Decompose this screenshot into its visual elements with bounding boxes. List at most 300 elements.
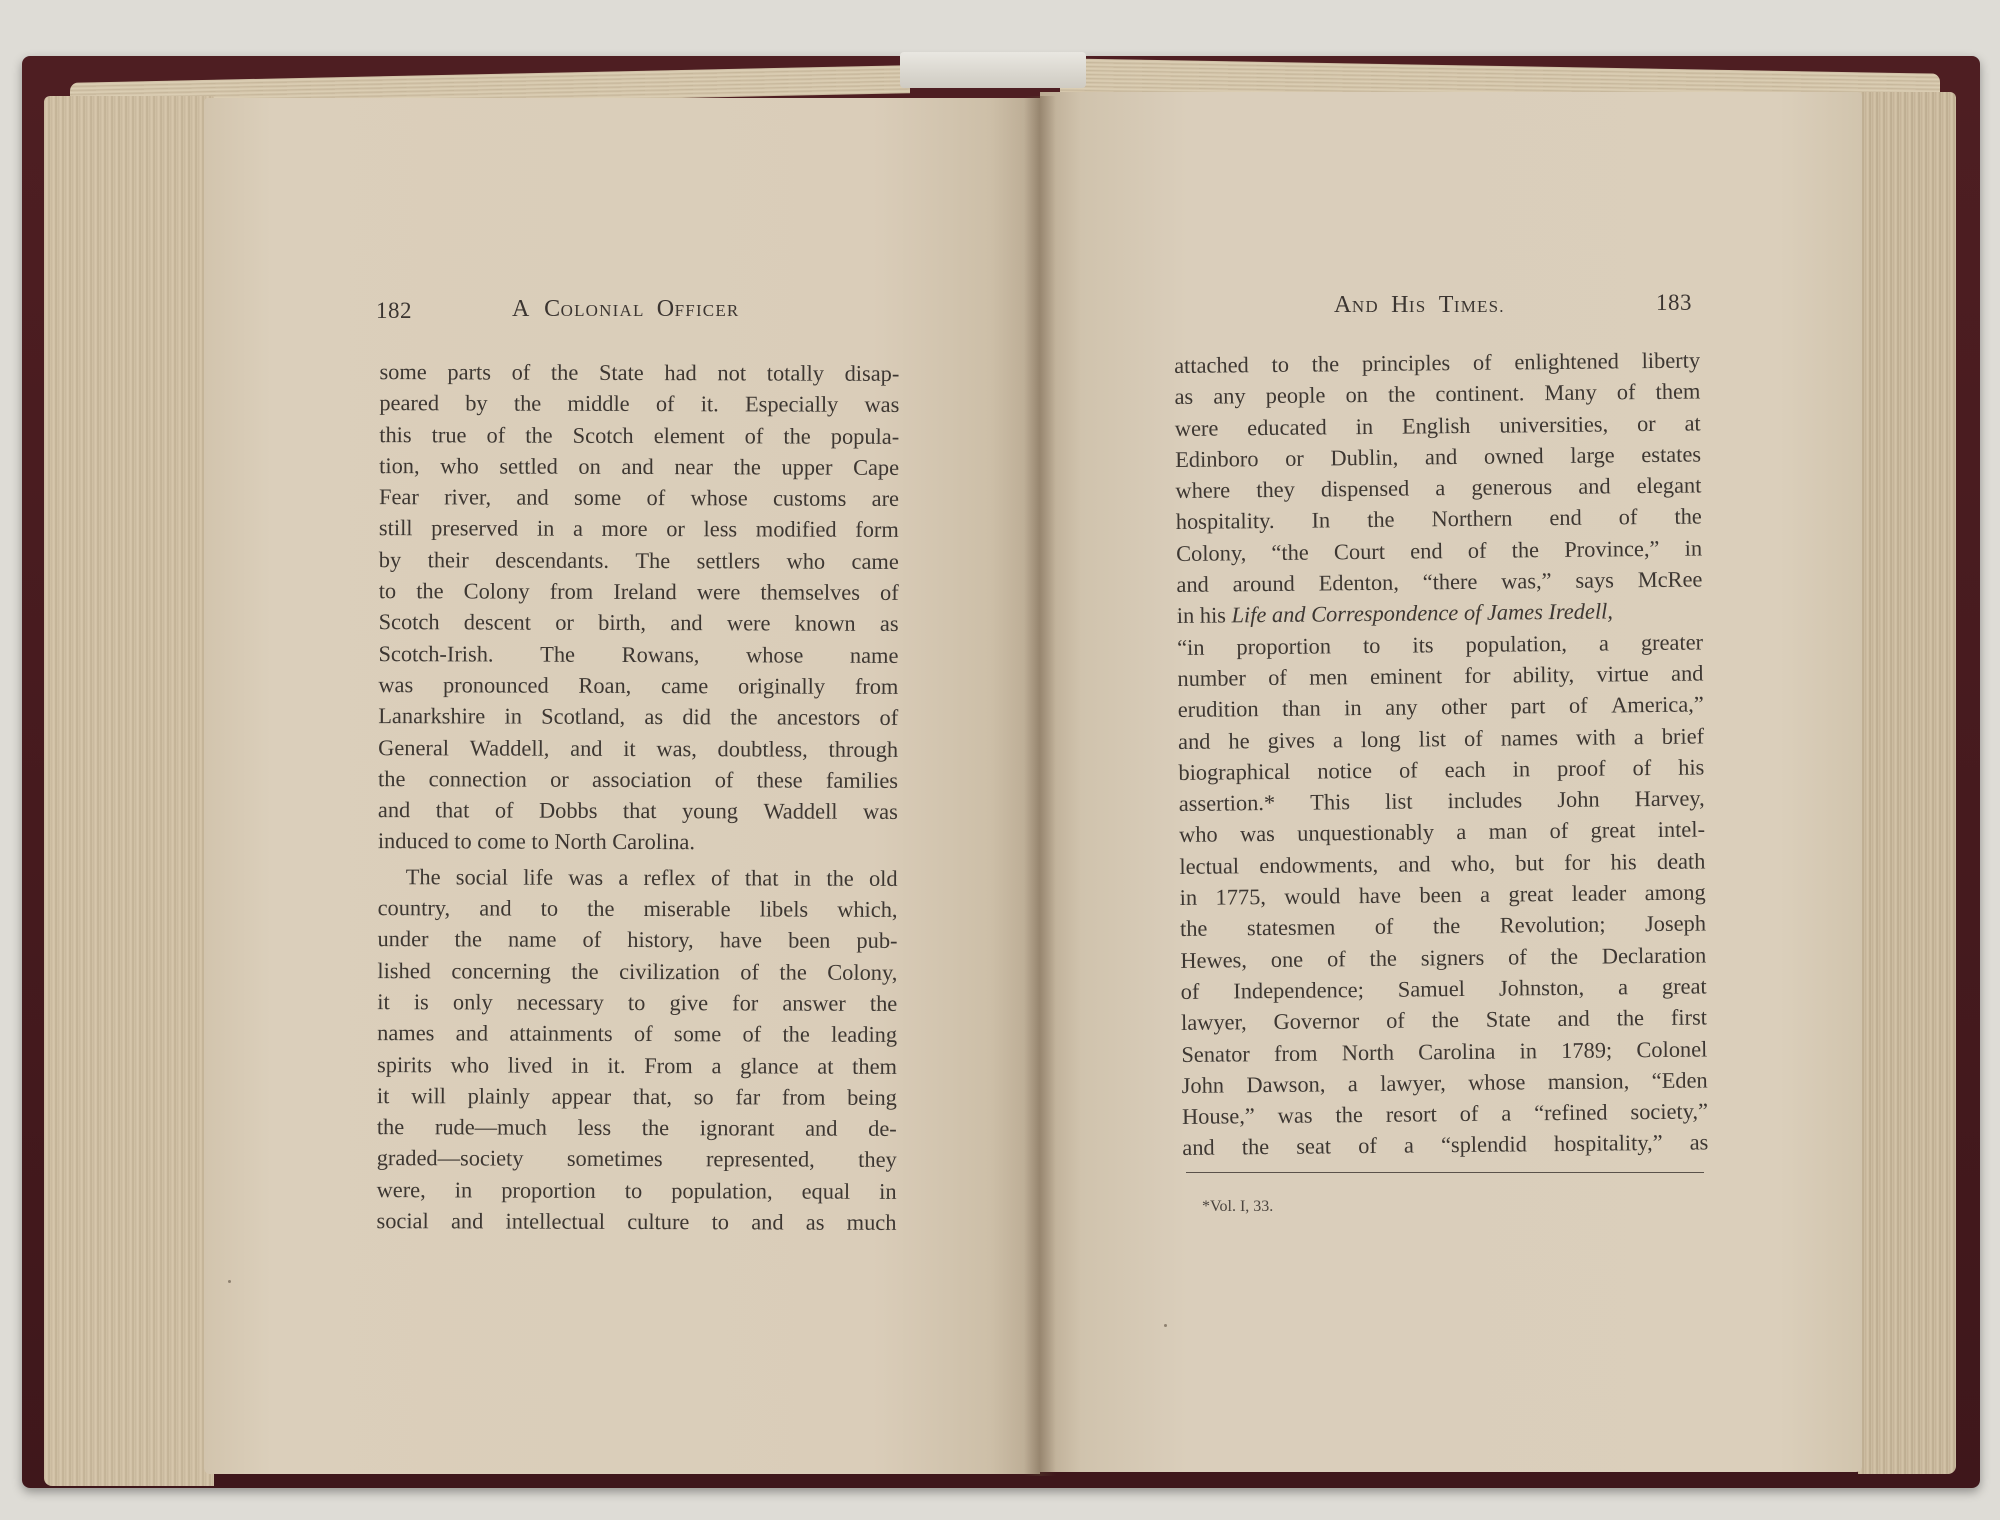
- word: Fear: [379, 484, 419, 510]
- word: any: [1213, 383, 1246, 409]
- word: the: [641, 1115, 670, 1141]
- word: General: [378, 734, 450, 760]
- text-line: [378, 763, 898, 796]
- word: glance: [740, 1052, 799, 1079]
- word: the: [1674, 503, 1702, 530]
- word: Carolina: [1418, 1038, 1496, 1065]
- paper-speck: [1164, 1324, 1167, 1327]
- text-line: [377, 986, 897, 1019]
- word: in: [1684, 535, 1703, 561]
- word: on: [1345, 382, 1369, 408]
- word: with: [1575, 723, 1616, 750]
- word: history,: [627, 927, 694, 953]
- running-head-letter: T: [1438, 292, 1454, 318]
- word: Waddell: [763, 798, 838, 824]
- word: of: [1386, 1007, 1405, 1034]
- word: for: [732, 990, 759, 1016]
- word: list: [1384, 788, 1413, 814]
- word: modified: [755, 516, 837, 543]
- right-running-head: [1334, 292, 1505, 319]
- word: the: [730, 704, 758, 730]
- word: it.: [700, 391, 719, 417]
- word: from: [854, 673, 899, 699]
- word: a: [1332, 726, 1343, 752]
- word: hospitality,”: [1553, 1130, 1663, 1157]
- word: give: [669, 990, 709, 1016]
- word: for: [1564, 849, 1591, 875]
- word: of: [646, 485, 666, 511]
- word: doubtless,: [717, 735, 808, 762]
- word: a: [1617, 974, 1629, 1000]
- word: a: [1347, 1070, 1358, 1097]
- italic-book-title: Life and Correspondence of James Iredell,: [1231, 598, 1614, 628]
- text-line: [378, 638, 898, 671]
- word: and: [1177, 728, 1211, 754]
- word: lived: [507, 1052, 553, 1078]
- word: Scotland,: [541, 703, 626, 730]
- text-line: [378, 732, 898, 765]
- word: from: [781, 1084, 826, 1110]
- word: Hewes,: [1180, 946, 1248, 973]
- word: these: [756, 767, 803, 793]
- word: people: [1265, 382, 1326, 409]
- word: Johnston,: [1498, 974, 1585, 1001]
- word: Northern: [1431, 505, 1513, 532]
- word: of: [1616, 379, 1636, 405]
- word: form: [855, 517, 899, 543]
- word: America,”: [1610, 691, 1704, 718]
- word: necessary: [516, 989, 604, 1015]
- word: his: [1610, 848, 1637, 875]
- word: in: [1355, 413, 1374, 439]
- word: that,: [632, 1083, 673, 1109]
- word: seat: [1296, 1133, 1332, 1160]
- word: were: [726, 610, 771, 636]
- text-line: [379, 513, 899, 546]
- word: continent.: [1435, 380, 1525, 407]
- text-line: [378, 892, 898, 925]
- text-line: [379, 575, 899, 608]
- word: the: [1241, 1134, 1270, 1160]
- word: themselves: [760, 579, 860, 605]
- word: Scotch: [572, 422, 634, 448]
- word: the: [1367, 507, 1395, 533]
- word: English: [1401, 412, 1471, 439]
- word: resort: [1385, 1101, 1437, 1127]
- word: have: [1358, 882, 1402, 909]
- word: was: [864, 392, 900, 418]
- word: John: [1557, 786, 1600, 813]
- text-line: [377, 955, 897, 988]
- word: of: [710, 865, 730, 891]
- word: Scotch: [378, 609, 440, 635]
- word: where: [1175, 477, 1231, 504]
- running-head-letter: C: [544, 296, 561, 322]
- word: lished: [377, 957, 431, 983]
- word: a: [1403, 1132, 1415, 1159]
- word: of: [486, 422, 506, 448]
- word: was: [1239, 821, 1275, 847]
- word: represented,: [705, 1146, 815, 1173]
- word: peared: [379, 390, 440, 416]
- page-edges-left: [44, 96, 214, 1486]
- word: which,: [837, 896, 898, 922]
- word: less: [703, 516, 738, 542]
- word: in: [536, 516, 555, 542]
- word: at: [817, 1053, 834, 1079]
- running-head-word: FFICER: [674, 301, 740, 320]
- word: was,”: [1501, 568, 1552, 594]
- word: families: [825, 767, 899, 793]
- word: “splendid: [1440, 1131, 1527, 1158]
- word: its: [1412, 631, 1434, 658]
- word: the: [416, 578, 444, 604]
- word: Many: [1544, 379, 1597, 406]
- text-line: [378, 861, 898, 894]
- word: says: [1575, 567, 1615, 593]
- word: of: [742, 1021, 762, 1047]
- word: plainly: [467, 1083, 530, 1109]
- word: “the: [1271, 539, 1309, 565]
- word: leader: [1571, 880, 1627, 906]
- word: the: [779, 959, 807, 985]
- word: of: [655, 391, 675, 417]
- text-line: [1178, 689, 1704, 726]
- word: a: [1501, 1100, 1512, 1126]
- word: the: [1431, 1007, 1460, 1033]
- word: the: [454, 926, 482, 952]
- word: connection: [428, 766, 527, 792]
- text-line: [1179, 845, 1705, 882]
- word: lawyer,: [1180, 1009, 1247, 1036]
- word: and: [1670, 660, 1704, 686]
- word: popula-: [830, 423, 900, 449]
- left-page-body: [376, 356, 899, 1238]
- word: a: [1479, 881, 1491, 907]
- word: the: [1387, 381, 1416, 408]
- word: as: [805, 1209, 825, 1235]
- right-page-body: [1174, 344, 1708, 1163]
- word: Rowans,: [621, 641, 700, 667]
- word: was: [862, 798, 898, 825]
- word: end: [1549, 505, 1582, 531]
- word: proportion: [1236, 633, 1332, 660]
- word: known: [794, 610, 856, 637]
- word: or: [550, 766, 569, 792]
- word: was: [378, 672, 414, 698]
- word: upper: [781, 454, 833, 480]
- word: pronounced: [442, 672, 549, 698]
- word: a: [1598, 630, 1610, 656]
- word: from: [549, 578, 594, 604]
- left-page-number: 182: [376, 298, 412, 323]
- word: sometimes: [566, 1146, 663, 1172]
- word: the: [1550, 943, 1579, 969]
- word: of: [880, 579, 899, 605]
- word: them: [852, 1053, 898, 1079]
- word: his: [1678, 754, 1705, 780]
- word: and: [805, 1115, 838, 1141]
- word: their: [427, 547, 469, 573]
- word: The: [405, 863, 441, 890]
- word: the: [1179, 916, 1208, 942]
- text-line: [377, 1174, 897, 1207]
- word: and: [751, 1209, 784, 1235]
- word: erudition: [1177, 696, 1259, 723]
- word: ignorant: [699, 1115, 775, 1141]
- word: the: [513, 390, 542, 416]
- word: it.: [607, 1052, 626, 1078]
- word: and: [377, 797, 411, 823]
- word: been: [1419, 882, 1462, 908]
- word: appear: [551, 1083, 612, 1109]
- word: settled: [499, 453, 558, 479]
- word: element: [653, 422, 725, 448]
- word: universities,: [1499, 411, 1609, 438]
- word: have: [719, 927, 763, 953]
- word: than: [1282, 695, 1321, 722]
- word: enlightened: [1514, 348, 1619, 375]
- word: of: [1180, 978, 1200, 1004]
- book-gutter: [1024, 96, 1056, 1476]
- word: proportion: [501, 1177, 596, 1203]
- word: generous: [1471, 474, 1553, 501]
- word: disap-: [844, 360, 900, 386]
- word: who: [1178, 822, 1218, 848]
- word: to: [627, 989, 646, 1015]
- word: a: [1633, 723, 1644, 749]
- word: middle: [567, 391, 630, 417]
- word: name: [849, 642, 899, 668]
- word: death: [1656, 848, 1706, 874]
- word: who,: [1450, 850, 1496, 876]
- word: graded—society: [376, 1145, 524, 1172]
- word: under: [377, 926, 429, 952]
- word: and: [1398, 851, 1431, 877]
- word: and: [1557, 1005, 1590, 1032]
- word: Roan,: [578, 672, 632, 698]
- word: being: [847, 1084, 897, 1110]
- word: of: [1568, 692, 1588, 719]
- word: to: [1362, 632, 1381, 658]
- word: “refined: [1534, 1099, 1608, 1126]
- word: whose: [1468, 1069, 1526, 1095]
- word: a: [711, 1052, 722, 1078]
- word: the: [733, 454, 761, 480]
- word: each: [1444, 756, 1486, 783]
- word: virtue: [1596, 661, 1649, 687]
- word: rude—much: [434, 1114, 547, 1140]
- word: they: [1256, 476, 1295, 503]
- word: of: [494, 797, 514, 823]
- word: Cape: [853, 454, 900, 480]
- word: From: [644, 1052, 693, 1078]
- running-head-word: OLONIAL: [560, 301, 645, 320]
- word: one: [1270, 946, 1304, 972]
- word: the: [376, 1114, 405, 1140]
- word: brief: [1661, 723, 1705, 749]
- word: or: [1636, 410, 1656, 436]
- word: is: [413, 989, 429, 1015]
- word: Lanarkshire: [378, 703, 486, 729]
- word: were: [696, 579, 741, 605]
- text-line: [379, 419, 899, 452]
- word: that: [744, 865, 779, 891]
- word: was: [568, 864, 604, 890]
- word: some: [379, 359, 427, 385]
- word: culture: [627, 1208, 690, 1235]
- word: of: [744, 422, 764, 449]
- word: society,”: [1630, 1098, 1709, 1125]
- word: river,: [444, 484, 492, 510]
- word: names: [1500, 724, 1559, 751]
- word: social: [376, 1208, 429, 1234]
- word: educated: [1247, 413, 1327, 440]
- word: for: [1464, 662, 1491, 688]
- text-line: [379, 606, 899, 639]
- word: owned: [1483, 443, 1544, 469]
- word: “in: [1176, 634, 1205, 660]
- word: of: [714, 767, 734, 793]
- word: of: [1472, 349, 1492, 375]
- word: and: [450, 1208, 484, 1234]
- word: came: [661, 673, 709, 699]
- word: less: [577, 1114, 612, 1141]
- word: a: [618, 864, 629, 890]
- word: was: [1277, 1102, 1313, 1129]
- running-head-letter: H: [1391, 292, 1409, 318]
- word: true: [431, 421, 467, 447]
- word: In: [1311, 507, 1331, 534]
- word: still: [378, 515, 413, 541]
- word: proof: [1556, 755, 1606, 781]
- word: principles: [1361, 350, 1451, 377]
- text-line: [1182, 1064, 1708, 1101]
- word: 1789;: [1561, 1036, 1613, 1063]
- word: in: [1519, 1037, 1538, 1063]
- word: civilization: [619, 958, 720, 984]
- word: de-: [868, 1115, 897, 1142]
- word: of: [1632, 754, 1652, 781]
- word: McRee: [1637, 566, 1703, 593]
- word: miserable: [643, 896, 731, 922]
- word: will: [411, 1083, 446, 1109]
- text-line: [377, 923, 897, 956]
- word: the: [1432, 913, 1461, 939]
- word: are: [871, 486, 900, 512]
- word: men: [1308, 664, 1348, 690]
- word: some: [573, 484, 622, 511]
- word: ability,: [1512, 661, 1575, 688]
- word: great: [1590, 817, 1636, 844]
- word: intel-: [1657, 816, 1706, 843]
- word: the: [1335, 1102, 1363, 1128]
- word: and: [455, 1020, 489, 1046]
- word: in: [1344, 695, 1362, 721]
- word: Colony: [463, 578, 530, 604]
- word: he: [1228, 727, 1250, 754]
- word: in: [1512, 756, 1531, 782]
- word: of: [1463, 725, 1483, 751]
- word: far: [735, 1084, 761, 1110]
- word: it: [623, 735, 636, 761]
- word: pub-: [856, 928, 898, 954]
- word: ancestors: [776, 704, 861, 731]
- word: on: [578, 453, 601, 479]
- word: answer: [782, 990, 846, 1016]
- word: lawyer,: [1380, 1070, 1446, 1096]
- word: did: [682, 704, 712, 730]
- word: leading: [831, 1021, 898, 1048]
- text-line: [377, 1017, 897, 1050]
- running-head-word: ND: [1351, 297, 1379, 316]
- word: who: [440, 453, 479, 479]
- word: equal: [801, 1178, 851, 1204]
- word: Samuel: [1397, 975, 1466, 1002]
- word: unquestionably: [1297, 819, 1435, 847]
- word: been: [788, 927, 831, 954]
- word: statesmen: [1246, 914, 1336, 941]
- word: the: [1369, 945, 1398, 971]
- text-line: [379, 481, 899, 514]
- word: the: [525, 422, 553, 448]
- word: in: [793, 865, 812, 891]
- footnote: *Vol. I, 33.: [1202, 1198, 1274, 1215]
- word: libels: [759, 896, 809, 922]
- word: they: [858, 1147, 897, 1173]
- word: end: [1410, 537, 1443, 564]
- word: Scotch-Irish.: [378, 640, 494, 667]
- word: This: [1310, 789, 1351, 815]
- word: names: [377, 1020, 435, 1046]
- word: Ireland: [613, 578, 677, 605]
- word: Harvey,: [1634, 785, 1705, 812]
- word: of: [1459, 1100, 1479, 1127]
- text-line: [378, 669, 898, 702]
- word: as: [1174, 384, 1194, 410]
- text-line: [377, 1143, 897, 1176]
- word: signers: [1420, 944, 1485, 971]
- word: estates: [1641, 441, 1702, 468]
- word: includes: [1447, 787, 1523, 814]
- spine-tape: [900, 52, 1086, 88]
- word: a: [1456, 819, 1467, 845]
- word: and: [621, 453, 654, 479]
- running-head-letter: O: [656, 296, 675, 322]
- text-line: [377, 1080, 897, 1113]
- word: of: [1467, 537, 1487, 563]
- word: “there: [1422, 568, 1478, 595]
- word: lectual: [1179, 853, 1240, 879]
- running-head-letter: A: [512, 296, 530, 322]
- word: gives: [1267, 727, 1315, 753]
- word: State: [598, 359, 644, 386]
- word: would: [1284, 883, 1341, 909]
- word: birth,: [598, 610, 647, 636]
- word: the: [826, 865, 854, 891]
- word: in: [571, 1052, 589, 1078]
- word: customs: [772, 485, 847, 511]
- word: population,: [1465, 630, 1568, 657]
- word: more: [601, 516, 648, 542]
- word: The: [540, 641, 576, 667]
- word: Dobbs: [538, 797, 598, 824]
- word: were: [1174, 415, 1219, 441]
- word: 1775,: [1215, 884, 1267, 910]
- word: parts: [447, 359, 491, 385]
- word: endowments,: [1259, 851, 1379, 878]
- text-line: [376, 1205, 896, 1238]
